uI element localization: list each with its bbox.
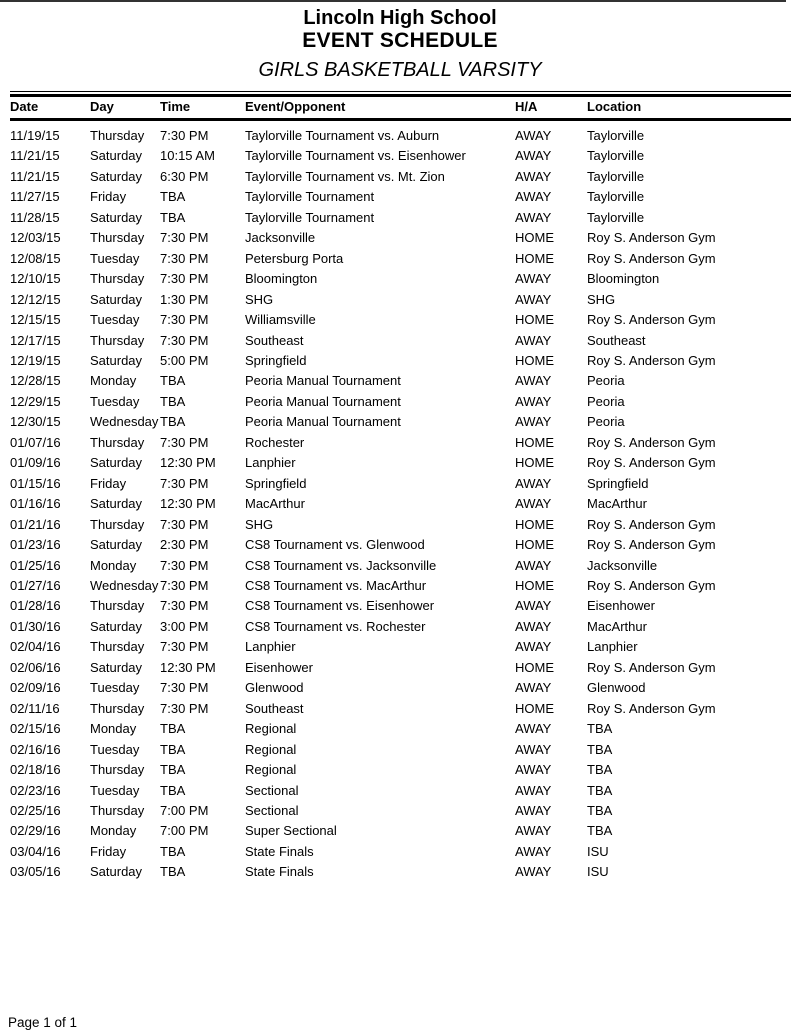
cell-day: Tuesday [90,312,140,328]
cell-date: 11/27/15 [10,189,60,205]
cell-location: TBA [587,823,613,839]
cell-home-away: HOME [515,577,554,593]
cell-event: State Finals [245,864,314,880]
cell-date: 02/16/16 [10,741,61,757]
cell-day: Tuesday [90,250,140,266]
cell-date: 11/19/15 [10,128,60,143]
cell-day: Thursday [90,598,145,614]
cell-time: 7:30 PM [160,577,209,593]
cell-date: 11/21/15 [10,148,60,164]
cell-event: Peoria Manual Tournament [245,414,401,430]
schedule-row [10,392,790,412]
cell-home-away: AWAY [515,291,552,307]
cell-day: Tuesday [90,393,140,409]
cell-event: Sectional [245,782,299,798]
cell-location: MacArthur [587,496,647,512]
cell-date: 02/11/16 [10,700,60,716]
cell-day: Thursday [90,700,145,716]
cell-date: 12/03/15 [10,230,61,246]
cell-home-away: HOME [515,250,554,266]
cell-event: Peoria Manual Tournament [245,393,401,409]
page-number-label: Page 1 of 1 [8,1015,78,1030]
cell-time: 7:30 PM [160,680,209,696]
header-rule-thin [10,91,791,92]
cell-home-away: AWAY [515,475,552,491]
schedule-row [10,126,790,146]
cell-location: TBA [587,762,613,778]
schedule-row [10,208,790,228]
cell-date: 01/15/16 [10,475,61,491]
cell-location: Taylorville [587,209,645,225]
cell-event: MacArthur [245,496,305,512]
schedule-row [10,310,790,330]
cell-time: 7:30 PM [160,312,209,328]
cell-home-away: AWAY [515,557,552,573]
cell-location: Springfield [587,475,649,491]
cell-home-away: HOME [515,352,554,368]
cell-day: Monday [90,373,137,389]
cell-day: Tuesday [90,741,140,757]
schedule-row [10,862,790,882]
column-header-time: Time [160,99,191,114]
cell-home-away: HOME [515,659,554,675]
cell-time: 7:30 PM [160,516,209,532]
school-name-title: Lincoln High School [303,7,497,29]
cell-date: 02/06/16 [10,659,61,675]
cell-home-away: HOME [515,455,554,471]
cell-time: 5:00 PM [160,352,209,368]
cell-location: Roy S. Anderson Gym [587,700,716,716]
cell-home-away: AWAY [515,414,552,430]
cell-event: Bloomington [245,271,318,287]
schedule-table-header [10,97,790,117]
cell-event: Taylorville Tournament [245,209,375,225]
cell-event: Petersburg Porta [245,250,344,266]
footer-rule [0,0,786,2]
cell-event: Jacksonville [245,230,316,246]
cell-location: Peoria [587,414,625,430]
cell-date: 01/25/16 [10,557,61,573]
cell-location: Peoria [587,373,625,389]
cell-time: 1:30 PM [160,291,209,307]
cell-day: Thursday [90,128,145,143]
cell-day: Saturday [90,352,143,368]
schedule-row [10,821,790,841]
schedule-row [10,146,790,166]
cell-home-away: AWAY [515,393,552,409]
cell-time: TBA [160,741,186,757]
cell-time: 3:00 PM [160,618,209,634]
cell-time: TBA [160,209,186,225]
cell-date: 01/21/16 [10,516,61,532]
cell-location: Roy S. Anderson Gym [587,455,716,471]
cell-day: Tuesday [90,782,140,798]
schedule-row [10,801,790,821]
cell-event: Glenwood [245,680,304,696]
cell-location: Southeast [587,332,646,348]
cell-day: Tuesday [90,680,140,696]
schedule-row [10,228,790,248]
schedule-row [10,658,790,678]
cell-event: Lanphier [245,455,296,471]
schedule-row [10,515,790,535]
cell-home-away: AWAY [515,680,552,696]
cell-day: Thursday [90,230,145,246]
schedule-row [10,596,790,616]
schedule-row [10,760,790,780]
cell-location: Taylorville [587,148,645,164]
cell-time: 12:30 PM [160,496,216,512]
cell-home-away: AWAY [515,271,552,287]
cell-event: CS8 Tournament vs. Jacksonville [245,557,437,573]
cell-event: Rochester [245,434,305,450]
schedule-row [10,637,790,657]
schedule-row [10,351,790,371]
cell-event: CS8 Tournament vs. Rochester [245,618,426,634]
cell-date: 01/16/16 [10,496,61,512]
cell-home-away: AWAY [515,802,552,818]
cell-date: 02/25/16 [10,802,61,818]
schedule-row [10,535,790,555]
schedule-row [10,331,790,351]
cell-time: TBA [160,721,186,737]
cell-home-away: AWAY [515,373,552,389]
cell-time: TBA [160,414,186,430]
cell-home-away: AWAY [515,741,552,757]
cell-time: 7:30 PM [160,271,209,287]
cell-location: TBA [587,802,613,818]
cell-day: Saturday [90,209,143,225]
cell-home-away: HOME [515,312,554,328]
cell-event: Taylorville Tournament vs. Auburn [245,128,440,143]
cell-date: 01/07/16 [10,434,61,450]
cell-location: Roy S. Anderson Gym [587,250,716,266]
header-rule-thick-bottom [10,118,791,121]
cell-date: 12/19/15 [10,352,61,368]
schedule-row [10,699,790,719]
column-header-day: Day [90,99,114,114]
schedule-row [10,249,790,269]
cell-day: Monday [90,823,137,839]
schedule-row [10,719,790,739]
cell-home-away: AWAY [515,168,552,184]
cell-event: Sectional [245,802,299,818]
cell-event: Taylorville Tournament vs. Mt. Zion [245,168,445,184]
cell-location: Taylorville [587,189,645,205]
cell-location: Jacksonville [587,557,658,573]
cell-day: Monday [90,557,137,573]
column-header-location: Location [587,99,642,114]
cell-day: Saturday [90,618,143,634]
cell-date: 01/09/16 [10,455,61,471]
cell-home-away: AWAY [515,762,552,778]
column-header-ha: H/A [515,99,538,114]
cell-day: Saturday [90,496,143,512]
cell-home-away: HOME [515,516,554,532]
cell-day: Saturday [90,864,143,880]
schedule-row [10,187,790,207]
cell-time: 7:30 PM [160,598,209,614]
schedule-table [10,126,790,883]
cell-time: 7:30 PM [160,700,209,716]
cell-location: Eisenhower [587,598,655,614]
cell-day: Thursday [90,271,145,287]
schedule-row [10,781,790,801]
cell-time: 7:30 PM [160,128,209,143]
cell-time: TBA [160,393,186,409]
header-row [10,97,790,117]
cell-location: SHG [587,291,616,307]
schedule-row [10,678,790,698]
cell-day: Saturday [90,168,143,184]
cell-time: 6:30 PM [160,168,209,184]
cell-date: 01/23/16 [10,537,61,553]
cell-home-away: AWAY [515,128,552,143]
cell-day: Wednesday [90,577,159,593]
cell-date: 12/17/15 [10,332,61,348]
cell-date: 02/29/16 [10,823,61,839]
cell-event: Taylorville Tournament [245,189,375,205]
cell-location: TBA [587,741,613,757]
cell-home-away: AWAY [515,148,552,164]
cell-date: 02/04/16 [10,639,61,655]
cell-day: Thursday [90,762,145,778]
cell-home-away: AWAY [515,496,552,512]
cell-time: 7:30 PM [160,475,209,491]
cell-day: Monday [90,721,137,737]
column-header-event: Event/Opponent [245,99,346,114]
schedule-row [10,494,790,514]
cell-time: 12:30 PM [160,455,216,471]
cell-date: 02/15/16 [10,721,61,737]
cell-time: 7:30 PM [160,434,209,450]
schedule-row [10,617,790,637]
schedule-row [10,269,790,289]
cell-date: 02/18/16 [10,762,61,778]
cell-date: 12/12/15 [10,291,61,307]
cell-event: Williamsville [245,312,316,328]
cell-location: Roy S. Anderson Gym [587,352,716,368]
cell-day: Friday [90,189,127,205]
schedule-row [10,556,790,576]
cell-time: 7:00 PM [160,823,209,839]
cell-time: 7:00 PM [160,802,209,818]
cell-home-away: AWAY [515,332,552,348]
cell-date: 02/09/16 [10,680,61,696]
cell-time: 7:30 PM [160,639,209,655]
cell-time: TBA [160,864,186,880]
cell-day: Thursday [90,434,145,450]
cell-home-away: HOME [515,537,554,553]
cell-date: 12/28/15 [10,373,61,389]
schedule-row [10,433,790,453]
cell-home-away: HOME [515,434,554,450]
cell-date: 03/05/16 [10,864,61,880]
cell-home-away: AWAY [515,618,552,634]
schedule-row [10,167,790,187]
cell-event: CS8 Tournament vs. Eisenhower [245,598,435,614]
cell-event: Super Sectional [245,823,337,839]
schedule-row [10,474,790,494]
cell-location: Roy S. Anderson Gym [587,312,716,328]
cell-time: 7:30 PM [160,557,209,573]
cell-event: Regional [245,762,297,778]
cell-home-away: AWAY [515,721,552,737]
cell-event: Peoria Manual Tournament [245,373,401,389]
cell-location: Taylorville [587,168,645,184]
cell-location: Roy S. Anderson Gym [587,230,716,246]
cell-home-away: AWAY [515,189,552,205]
cell-location: Bloomington [587,271,660,287]
cell-day: Wednesday [90,414,159,430]
cell-time: TBA [160,189,186,205]
schedule-row [10,842,790,862]
cell-date: 11/21/15 [10,168,60,184]
cell-event: Southeast [245,332,304,348]
cell-location: Taylorville [587,128,645,143]
cell-time: TBA [160,843,186,859]
cell-time: TBA [160,373,186,389]
cell-location: ISU [587,843,609,859]
cell-event: CS8 Tournament vs. Glenwood [245,537,425,553]
cell-date: 12/30/15 [10,414,61,430]
cell-event: Regional [245,741,297,757]
cell-day: Saturday [90,659,143,675]
schedule-row [10,371,790,391]
cell-date: 01/28/16 [10,598,61,614]
cell-date: 12/10/15 [10,271,61,287]
schedule-row [10,576,790,596]
cell-day: Saturday [90,537,143,553]
cell-location: Roy S. Anderson Gym [587,516,716,532]
cell-home-away: HOME [515,700,554,716]
cell-time: 10:15 AM [160,148,215,164]
cell-location: TBA [587,782,613,798]
cell-day: Thursday [90,332,145,348]
cell-date: 02/23/16 [10,782,61,798]
cell-home-away: HOME [515,230,554,246]
cell-event: Southeast [245,700,304,716]
cell-time: 2:30 PM [160,537,209,553]
cell-event: SHG [245,291,274,307]
cell-event: Springfield [245,475,307,491]
cell-location: Roy S. Anderson Gym [587,434,716,450]
schedule-row [10,412,790,432]
cell-day: Saturday [90,291,143,307]
cell-home-away: AWAY [515,209,552,225]
cell-time: 7:30 PM [160,332,209,348]
schedule-row [10,453,790,473]
cell-date: 12/08/15 [10,250,61,266]
cell-event: Taylorville Tournament vs. Eisenhower [245,148,466,164]
cell-home-away: AWAY [515,823,552,839]
schedule-table-body [10,126,790,883]
cell-time: 7:30 PM [160,250,209,266]
schedule-row [10,740,790,760]
cell-day: Thursday [90,802,145,818]
cell-date: 12/15/15 [10,312,61,328]
cell-event: Lanphier [245,639,296,655]
cell-day: Saturday [90,148,143,164]
column-header-date: Date [10,99,39,114]
cell-event: State Finals [245,843,314,859]
document-title: EVENT SCHEDULE [302,29,498,52]
team-subtitle: GIRLS BASKETBALL VARSITY [258,59,542,81]
cell-event: Regional [245,721,297,737]
cell-home-away: AWAY [515,598,552,614]
cell-location: Peoria [587,393,625,409]
cell-location: TBA [587,721,613,737]
cell-day: Friday [90,475,127,491]
cell-date: 01/27/16 [10,577,61,593]
cell-day: Saturday [90,455,143,471]
cell-location: Roy S. Anderson Gym [587,537,716,553]
cell-date: 01/30/16 [10,618,61,634]
cell-event: Eisenhower [245,659,313,675]
cell-home-away: AWAY [515,782,552,798]
cell-location: MacArthur [587,618,647,634]
cell-time: 7:30 PM [160,230,209,246]
cell-day: Thursday [90,516,145,532]
cell-time: 12:30 PM [160,659,216,675]
cell-home-away: AWAY [515,864,552,880]
cell-day: Thursday [90,639,145,655]
cell-event: SHG [245,516,274,532]
cell-date: 03/04/16 [10,843,61,859]
cell-event: Springfield [245,352,307,368]
cell-event: CS8 Tournament vs. MacArthur [245,577,427,593]
cell-date: 11/28/15 [10,209,60,225]
cell-day: Friday [90,843,127,859]
cell-date: 12/29/15 [10,393,61,409]
cell-home-away: AWAY [515,639,552,655]
cell-location: Lanphier [587,639,638,655]
cell-time: TBA [160,782,186,798]
cell-home-away: AWAY [515,843,552,859]
cell-location: Roy S. Anderson Gym [587,577,716,593]
cell-location: Roy S. Anderson Gym [587,659,716,675]
cell-location: ISU [587,864,609,880]
schedule-row [10,290,790,310]
cell-time: TBA [160,762,186,778]
cell-location: Glenwood [587,680,646,696]
